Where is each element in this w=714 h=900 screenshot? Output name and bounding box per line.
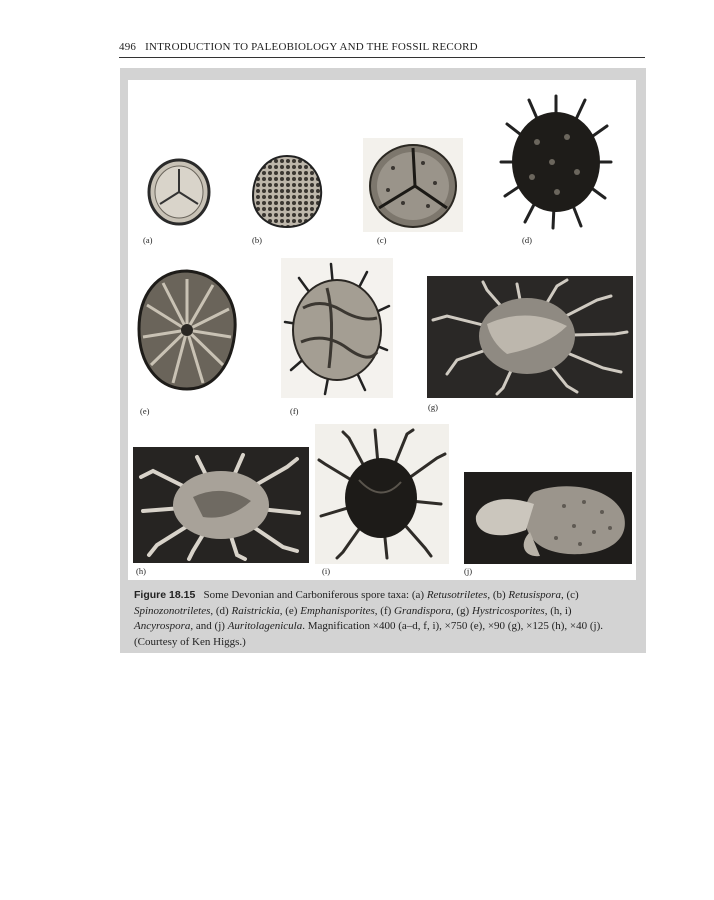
spore-image-a bbox=[146, 157, 212, 227]
spore-image-d bbox=[497, 92, 615, 232]
page-number: 496 bbox=[119, 41, 137, 53]
panel-label-g: (g) bbox=[428, 402, 438, 412]
panel-label-d: (d) bbox=[522, 235, 532, 245]
taxon-name: Spinozonotriletes bbox=[134, 604, 211, 617]
caption-text: , (d) bbox=[210, 604, 232, 617]
panel-label-f: (f) bbox=[290, 406, 299, 416]
panel-label-i: (i) bbox=[322, 566, 331, 576]
taxon-name: Grandispora bbox=[394, 604, 451, 617]
taxon-name: Emphanisporites bbox=[300, 604, 375, 617]
caption-text: , (h, i) bbox=[544, 604, 572, 617]
taxon-name: Retusispora bbox=[508, 589, 561, 601]
panel-label-h: (h) bbox=[136, 566, 146, 576]
header-rule bbox=[119, 57, 645, 58]
caption-text: , (f) bbox=[374, 604, 395, 617]
taxon-name: Hystricosporites bbox=[471, 604, 545, 617]
taxon-name: Raistrickia bbox=[231, 604, 280, 617]
taxon-name: Ancyrospora bbox=[134, 620, 191, 633]
spore-image-c bbox=[363, 138, 463, 232]
figure-caption bbox=[134, 588, 629, 650]
caption-text: . Magnification ×400 (a–d, f, i), ×750 (e), ×90 (g), ×125 (h), ×40 (j). (Courtesy of Ken Higgs.) bbox=[134, 620, 603, 648]
running-title: INTRODUCTION TO PALEOBIOLOGY AND THE FOSSIL RECORD bbox=[145, 41, 478, 53]
spore-image-i bbox=[315, 424, 449, 564]
spore-image-b bbox=[249, 152, 325, 230]
caption-text: , and (j) bbox=[190, 620, 228, 633]
spore-image-e bbox=[133, 265, 241, 395]
spore-image-g bbox=[427, 276, 633, 398]
panel-label-b: (b) bbox=[252, 235, 262, 245]
caption-text: , (b) bbox=[487, 589, 509, 601]
figure-number: Figure 18.15 bbox=[134, 589, 196, 601]
caption-text: , (g) bbox=[450, 604, 472, 617]
running-header bbox=[119, 41, 645, 53]
caption-text: , (e) bbox=[279, 604, 301, 617]
caption-text: , (c) bbox=[560, 589, 579, 601]
panel-label-a: (a) bbox=[143, 235, 153, 245]
caption-text: Some Devonian and Carboniferous spore taxa: (a) bbox=[203, 589, 427, 601]
spore-image-h bbox=[133, 447, 309, 563]
taxon-name: Retusotriletes bbox=[426, 589, 488, 601]
panel-label-e: (e) bbox=[140, 406, 150, 416]
taxon-name: Auritolagenicula bbox=[227, 620, 303, 633]
spore-image-j bbox=[464, 472, 632, 564]
panel-label-c: (c) bbox=[377, 235, 387, 245]
spore-image-f bbox=[281, 258, 393, 398]
panel-label-j: (j) bbox=[464, 566, 473, 576]
